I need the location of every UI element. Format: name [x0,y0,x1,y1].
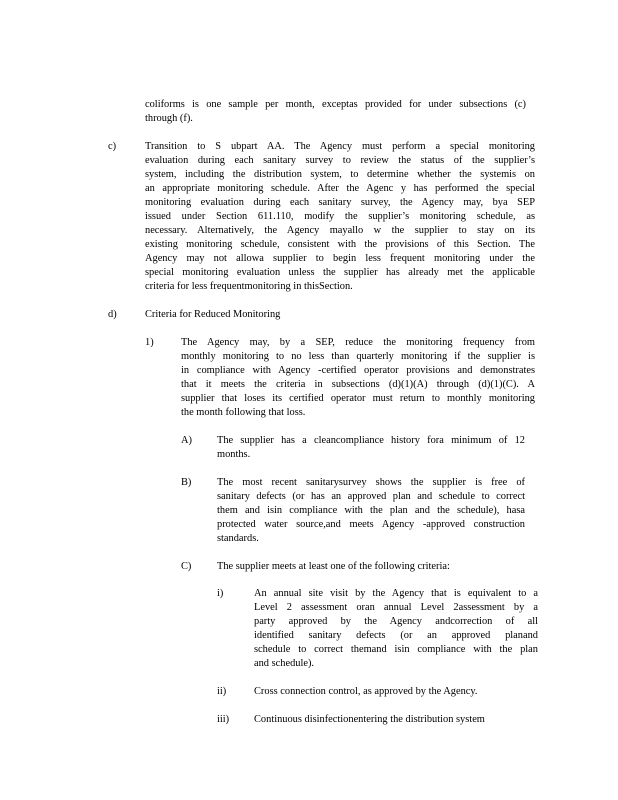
section-d-heading: Criteria for Reduced Monitoring [145,309,281,320]
text-line: through (f). [145,113,193,124]
text-line: Level 2 assessment oran annual Level 2assessment by a [254,602,538,613]
text-line: The Agency may, by a SEP, reduce the monitoring frequency from [181,337,535,348]
text-line: protected water source,and meets Agency -approved construction [217,519,525,530]
item-ii-label: ii) [217,686,227,697]
text-line: an appropriate monitoring schedule. After the Agenc y has performed the special [145,183,535,194]
text-line: the month following that loss. [181,407,306,418]
text-line: monitoring evaluation during each sanitary survey, the Agency may, bya SEP [145,197,535,208]
item-i-label: i) [217,588,224,599]
item-C-paragraph [217,560,525,574]
text-line: them and isin compliance with the plan and the schedule), hasa [217,505,525,516]
text-line: months. [217,449,251,460]
item-A-label: A) [181,435,192,446]
text-line: special monitoring evaluation unless the supplier has already met the applicable [145,267,535,278]
text-line: schedule to correct themand isin compliance with the plan [254,644,538,655]
section-c-paragraph [145,140,535,294]
item-B-label: B) [181,477,192,488]
text-line: in compliance with Agency -certified operator provisions and demonstrates [181,365,535,376]
text-line: Transition to S ubpart AA. The Agency must perform a special monitoring [145,141,535,152]
text-line: sanitary defects (or has an approved plan and schedule to correct [217,491,525,502]
text-line: An annual site visit by the Agency that is equivalent to a [254,588,538,599]
item-B-paragraph [217,476,525,546]
text-line: monthly monitoring to no less than quarterly monitoring if the supplier is [181,351,535,362]
section-d-label: d) [108,309,117,320]
text-line: party approved by the Agency andcorrection of all [254,616,538,627]
item-A-paragraph [217,434,525,462]
text-line: existing monitoring schedule, consistent with the provisions of this Section. The [145,239,535,250]
item-ii-paragraph [254,685,538,699]
text-line: Agency may not allowa supplier to begin less frequent monitoring under the [145,253,535,264]
section-c-label: c) [108,141,117,152]
text-line: The most recent sanitarysurvey shows the supplier is free of [217,477,525,488]
item-iii-label: iii) [217,714,230,725]
text-line: standards. [217,533,259,544]
item-iii-paragraph [254,713,538,727]
text-line: The supplier has a cleancompliance history fora minimum of 12 [217,435,525,446]
text-line: coliforms is one sample per month, exceptas provided for under subsections (c) [145,99,526,110]
item-1-label: 1) [145,337,154,348]
text-line: criteria for less frequentmonitoring in thisSection. [145,281,353,292]
item-1-paragraph [181,336,535,420]
text-line: system, including the distribution system, to determine whether the systemis on [145,169,535,180]
item-C-label: C) [181,561,192,572]
text-line: and schedule). [254,658,315,669]
text-line: issued under Section 611.110, modify the supplier’s monitoring schedule, as [145,211,535,222]
continuation-paragraph [145,98,526,126]
text-line: supplier that loses its certified operator must return to monthly monitoring [181,393,535,404]
text-line: necessary. Alternatively, the Agency mayallo w the supplier to stay on its [145,225,535,236]
item-i-paragraph [254,587,538,671]
text-line: evaluation during each sanitary survey to review the status of the supplier’s [145,155,535,166]
text-line: Cross connection control, as approved by the Agency. [254,686,478,697]
text-line: Continuous disinfectionentering the distribution system [254,714,485,725]
text-line: The supplier meets at least one of the following criteria: [217,561,450,572]
text-line: identified sanitary defects (or an approved planand [254,630,538,641]
text-line: that it meets the criteria in subsections (d)(1)(A) through (d)(1)(C). A [181,379,535,390]
